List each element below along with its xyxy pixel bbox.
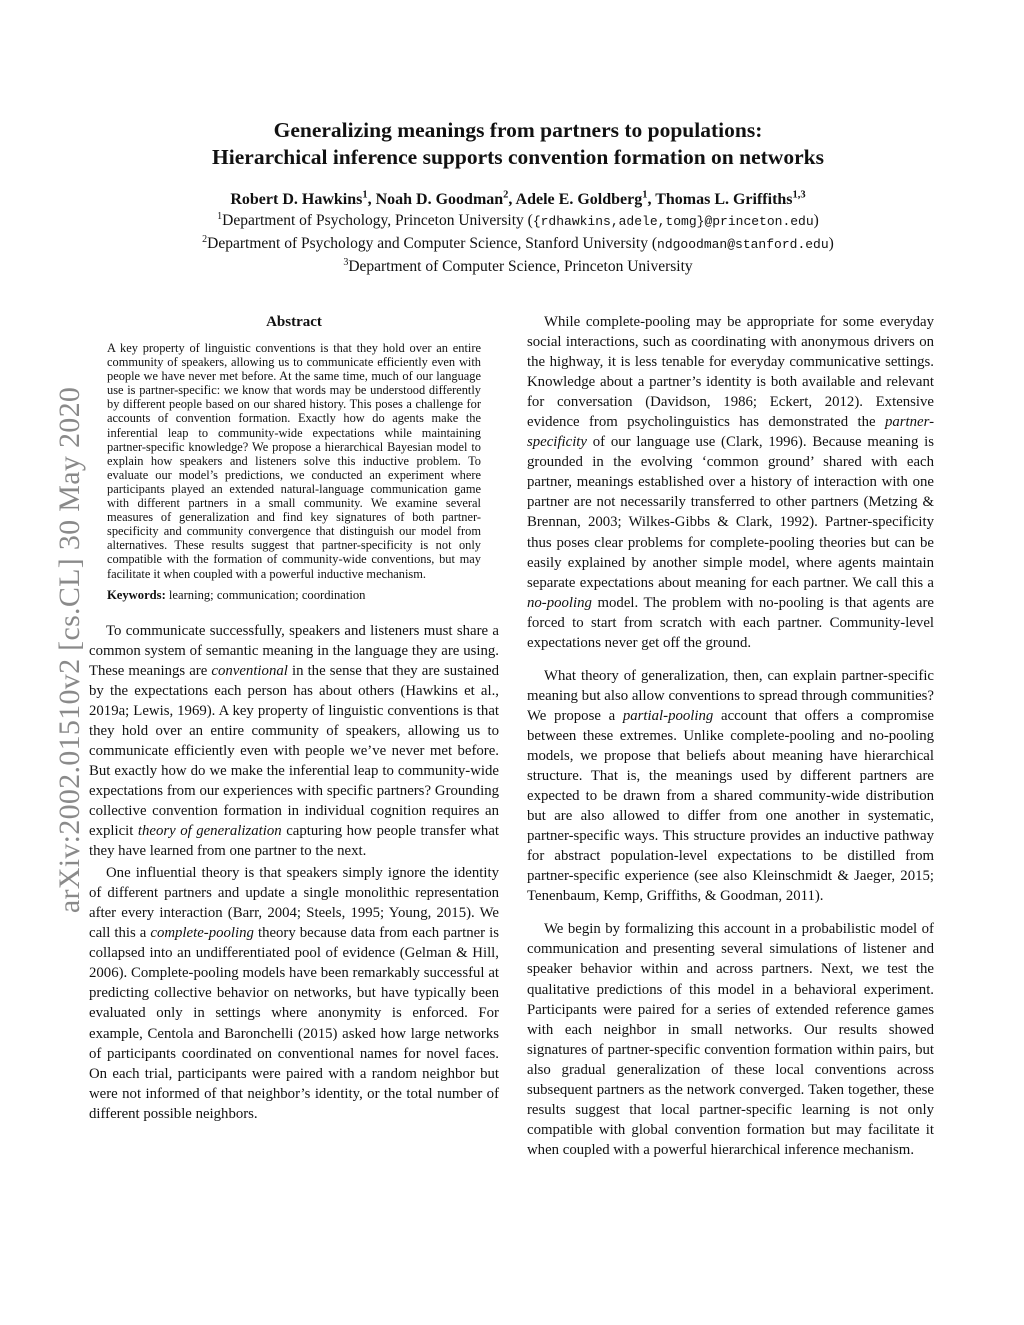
author-separator: , [647,191,656,208]
abstract-section [89,312,499,603]
text-run: We begin by formalizing this account in a probabilistic model of communication and presenting several simulations of listener and speaker behavior within and across partners. Next, we test the qualitative predictions of this model in a behavioral experiment. Participants were paired for a series of extended reference games with each neighbor in small networks. Our results showed signatures of partner-specific convention formation within pairs, but also gradual generalization of these local conventions across subsequent partners as the network converged. Taken together, these results suggest that local partner-specific learning is not only compatible with global convention formation but may facilitate it when coupled with a powerful hierarchical inference mechanism. [527,921,934,1158]
text-run: model. The problem with no-pooling is that agents are forced to start from scratch with each partner. Community-level expectations never get off the ground. [527,594,934,651]
paper-title [90,117,946,171]
keywords-label: Keywords: [107,587,166,602]
paper-header [90,117,946,278]
body-paragraph [527,312,934,653]
author-separator: , [367,191,376,208]
body-paragraph [89,863,499,1124]
text-run: in the sense that they are sustained by the expectations each person has about others (Hawkins et al., 2019a; Lewis, 1969). A key property of linguistic conventions is that they hold over an entire community of speakers, allowing us to communicate efficiently even with people we’ve never met before. But exactly how do we make the inferential leap to community-wide expectations from our experiences with specific partners? Grounding collective convention formation in individual cognition requires an explicit [89,662,500,840]
emphasized-term: partner-specificity [527,414,934,451]
author-affiliation-mark: 1 [362,189,368,201]
author-separator: , [508,191,516,208]
text-run: What theory of generalization, then, can explain partner-specific meaning but also allow conventions to spread through communities? We propose a [527,667,934,724]
emphasized-term: conventional [211,662,288,679]
affiliation-mark: 1 [217,210,223,222]
author-name: Thomas L. Griffiths [655,191,793,208]
affiliation-line [90,233,946,256]
text-run: One influential theory is that speakers simply ignore the identity of different partners and update a single monolithic representation after every interaction (Barr, 2004; Steels, 1995; Young, 2015). We call this a [89,865,499,942]
arxiv-identifier-stamp: arXiv:2002.01510v2 [cs.CL] 30 May 2020 [53,386,86,914]
text-run: While complete-pooling may be appropriate for some everyday social interactions, such as coordinating with anonymous drivers on the highway, it is less tenable for everyday communicative settings. Knowledge about a partner’s identity is both available and relevant for conversation (Davidson, 1986; Eckert, 2012). Extensive evidence from psycholinguistics has demonstrated the [527,314,934,431]
author-name: Adele E. Goldberg [515,191,643,208]
author-name: Noah D. Goodman [375,191,504,208]
affiliation-line [90,256,946,278]
text-run: account that offers a compromise between these extremes. Unlike complete-pooling and no-pooling models, we propose that beliefs about meaning have hierarchical structure. That is, the meanings used by different partners are expected to be drawn from a shared community-wide distribution but are also allowed to differ from one another in systematic, partner-specific ways. This structure provides an inductive pathway for abstract population-level expectations to be distilled from partner-specific experience (see also Kleinschmidt & Jaeger, 2015; Tenenbaum, Kemp, Griffiths, & Goodman, 2011). [527,707,934,905]
text-run: theory because data from each partner is collapsed into an undifferentiated pool of evidence (Gelman & Hill, 2006). Complete-pooling models have been remarkably successful at predicting collective behavior on networks, but have typically been evaluated only in settings where anonymity is enforced. For example, Centola and Baronchelli (2015) asked how large networks of participants coordinated on conventional names for novel faces. On each trial, participants were paired with a random neighbor but were not informed of that neighbor’s identity, or the total number of different possible neighbors. [89,925,499,1122]
text-run: capturing how people transfer what they have learned from one partner to the next. [89,823,500,860]
text-run: of our language use (Clark, 1996). Because meaning is grounded in the evolving ‘common ground’ shared with each partner, meanings established over a history of interaction with one partner are not necessarily transferred to other partners (Metzing & Brennan, 2003; Wilkes-Gibbs & Clark, 1992). Partner-specificity thus poses clear problems for complete-pooling theories but can be easily explained by another simple model, where agents maintain separate expectations about meaning for each partner. We call this a [527,434,934,591]
affiliation-text: Department of Psychology, Princeton University ( [222,212,533,229]
title-line-1: Generalizing meanings from partners to populations: [273,118,763,142]
body-paragraph [527,666,934,907]
author-name: Robert D. Hawkins [230,191,363,208]
author-affiliation-mark: 1,3 [792,189,806,201]
keywords-line [107,588,481,603]
left-column [89,312,499,1124]
email-address[interactable]: ndgoodman@stanford.edu [657,237,829,252]
abstract-heading: Abstract [266,314,322,330]
affiliation-close: ) [828,235,834,252]
emphasized-term: complete-pooling [150,925,254,942]
body-paragraph [89,621,499,862]
abstract-body: A key property of linguistic conventions is that they hold over an entire community of speakers, allowing us to communicate efficiently even with people we have never met before. At the same time, much of our language use is partner-specific: we know that words may be understood differently by different people based on our shared history. This poses a challenge for accounts of convention formation. Exactly how do agents make the inferential leap to community-wide expectations while maintaining partner-specific knowledge? We propose a hierarchical Bayesian model to explain how speakers and listeners solve this inductive problem. To evaluate our model’s predictions, we conducted an experiment where participants played an extended natural-language communication game with different partners in a small community. We examine several measures of generalization and find key signatures of both partner-specificity and community convergence that distinguish our model from alternatives. These results suggest that partner-specificity is not only compatible with the formation of community-wide conventions, but may facilitate it when coupled with a powerful inductive mechanism. [107,341,481,581]
author-list [90,190,946,210]
keywords-list: learning; communication; coordination [168,587,366,602]
author-affiliation-mark: 2 [503,189,509,201]
right-column [527,312,934,1160]
affiliation-text: Department of Computer Science, Princeton University [348,258,693,275]
author-affiliation-mark: 1 [642,189,648,201]
affiliation-line [90,210,946,233]
emphasized-term: theory of generalization [137,823,282,840]
body-paragraph [527,919,934,1160]
affiliation-mark: 2 [202,233,208,245]
title-line-2: Hierarchical inference supports convention formation on networks [212,145,824,169]
affiliation-close: ) [813,212,819,229]
emphasized-term: no-pooling [527,594,592,611]
email-address[interactable]: {rdhawkins,adele,tomg}@princeton.edu [532,214,814,229]
emphasized-term: partial-pooling [622,707,714,724]
text-run: To communicate successfully, speakers and listeners must share a common system of semantic meaning in the language they are using. These meanings are [89,622,499,679]
affiliation-text: Department of Psychology and Computer Science, Stanford University ( [207,235,658,252]
affiliation-mark: 3 [343,256,349,268]
